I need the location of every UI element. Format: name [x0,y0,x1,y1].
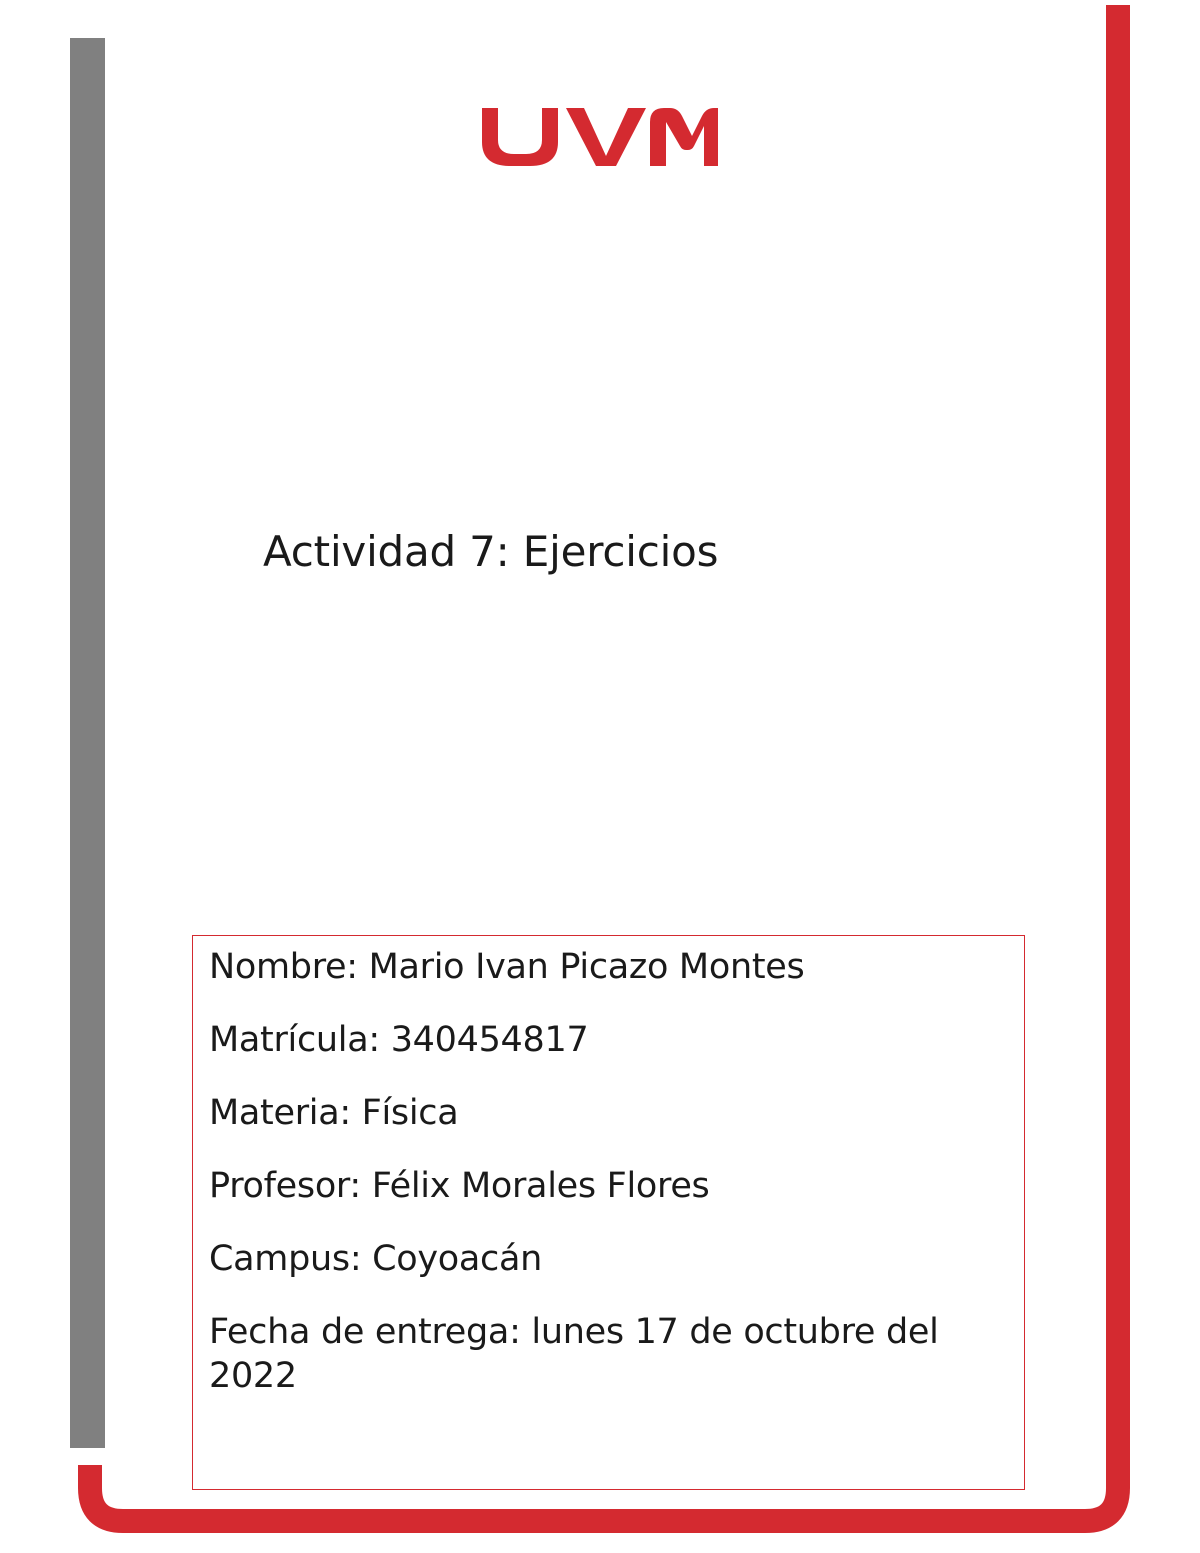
student-id: Matrícula: 340454817 [209,1020,589,1060]
campus: Campus: Coyoacán [209,1239,543,1279]
document-title: Actividad 7: Ejercicios [263,527,719,576]
uvm-logo [478,100,722,170]
left-gray-bar [70,38,105,1448]
due-date: Fecha de entrega: lunes 17 de octubre del 2022 [209,1312,939,1396]
subject: Materia: Física [209,1093,459,1133]
professor: Profesor: Félix Morales Flores [209,1166,710,1206]
student-info-box [192,935,1025,1490]
student-name: Nombre: Mario Ivan Picazo Montes [209,947,805,987]
